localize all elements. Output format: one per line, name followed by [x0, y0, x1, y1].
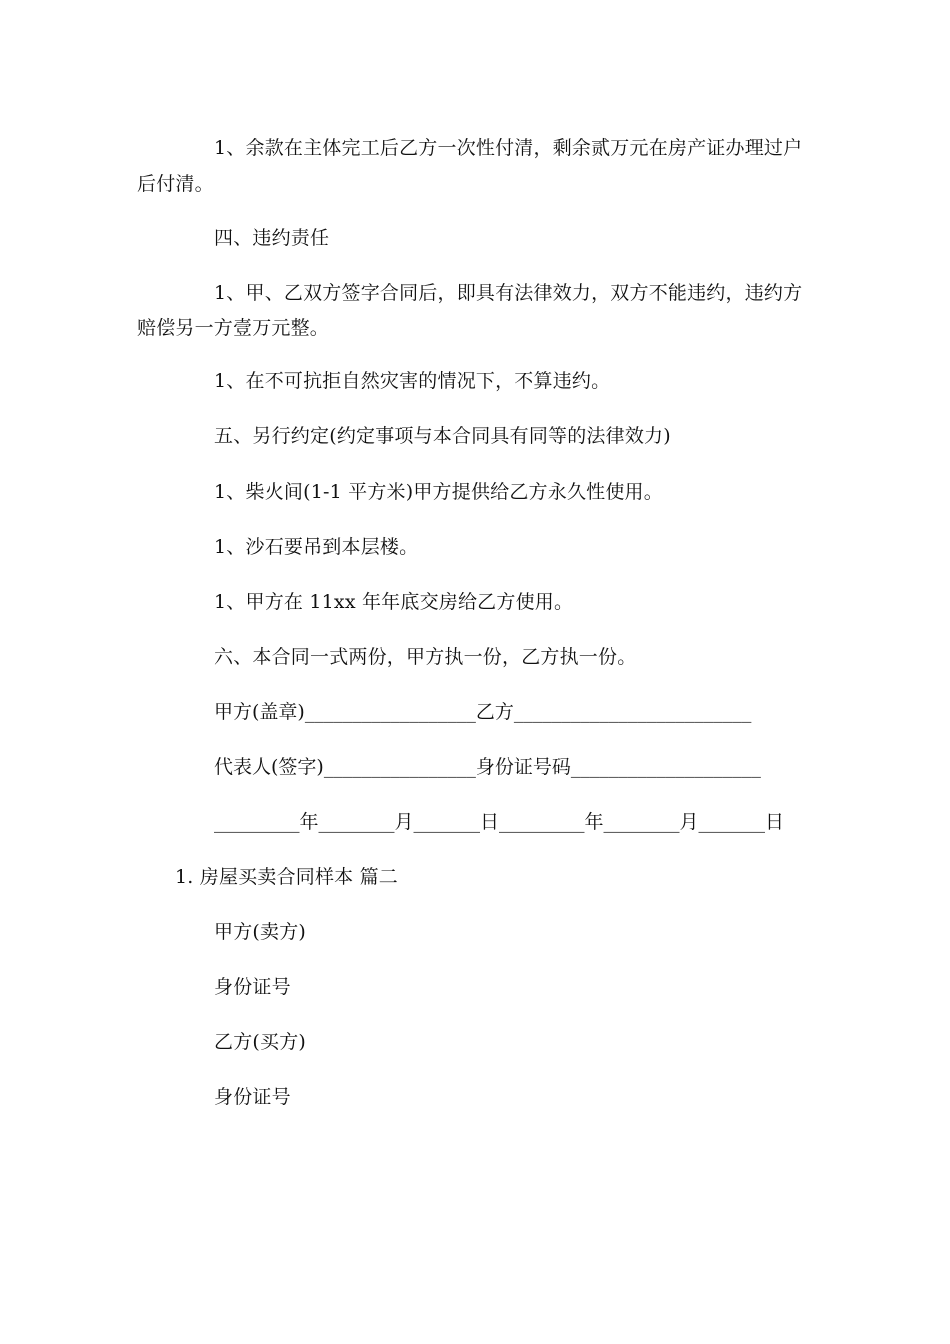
contract-sample-title: 1. 房屋买卖合同样本 篇二 [175, 866, 399, 888]
party-seller-label: 甲方(卖方) [214, 921, 307, 943]
section-heading-breach: 四、违约责任 [214, 227, 330, 249]
seller-id-label: 身份证号 [214, 976, 291, 998]
buyer-id-label: 身份证号 [214, 1086, 291, 1108]
clause-sand-gravel: 1、沙石要吊到本层楼。 [214, 536, 419, 558]
clause-remaining-payment-line1: 1、余款在主体完工后乙方一次性付清，剩余贰万元在房产证办理过户 [214, 137, 803, 159]
section-heading-copies: 六、本合同一式两份，甲方执一份，乙方执一份。 [214, 646, 637, 668]
clause-handover: 1、甲方在 11xx 年年底交房给乙方使用。 [214, 591, 574, 613]
clause-breach-line2: 赔偿另一方壹万元整。 [137, 317, 330, 339]
signature-row-dates: _________年________月_______日_________年________月_______日 [214, 811, 785, 833]
section-heading-other-agreements: 五、另行约定(约定事项与本合同具有同等的法律效力) [214, 425, 671, 447]
party-buyer-label: 乙方(买方) [214, 1031, 307, 1053]
clause-firewood-room: 1、柴火间(1-1 平方米)甲方提供给乙方永久性使用。 [214, 481, 663, 503]
clause-remaining-payment-line2: 后付清。 [137, 173, 214, 195]
clause-breach-line1: 1、甲、乙双方签字合同后，即具有法律效力，双方不能违约，违约方 [214, 282, 803, 304]
signature-row-representative: 代表人(签字)________________身份证号码____________________ [214, 756, 761, 778]
signature-row-seal: 甲方(盖章)__________________乙方_________________________ [214, 701, 752, 723]
clause-force-majeure: 1、在不可抗拒自然灾害的情况下，不算违约。 [214, 370, 611, 392]
